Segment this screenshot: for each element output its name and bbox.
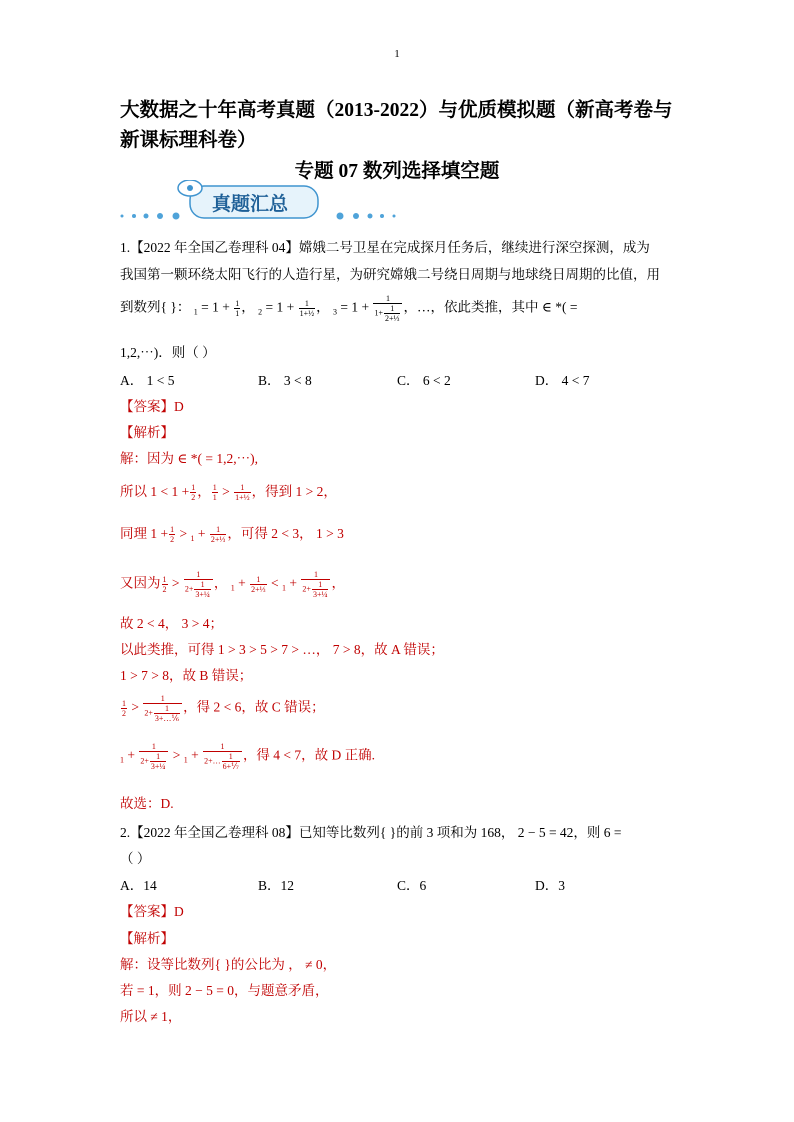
q1-solution-1: 解：因为 ∈ *( = 1,2,⋯), <box>120 451 258 466</box>
q2-line2: （ ） <box>120 851 151 866</box>
q1-solution-6: 以此类推，可得 1 > 3 > 5 > 7 > …， 7 > 8，故 A 错误； <box>120 642 444 657</box>
q1-solution-3: 同理 1 + $\frac{1}{2}$ > $_1$ + $\frac{1}{\text{2+⅓}}$ ，可得 2 < 3， 1 > 3 <box>120 525 344 545</box>
q1-option-c: C． 6 < 2 <box>397 373 451 388</box>
section-banner <box>118 180 418 224</box>
q1-analysis-label: 【解析】 <box>120 425 174 440</box>
q2-option-c: C．6 <box>397 878 427 893</box>
q1-option-b: B． 3 < 8 <box>258 373 312 388</box>
q1-option-a: A． 1 < 5 <box>120 373 175 388</box>
q1-solution-9: $_1$ + 1 2+ $\frac{1}{\text{3+¼}}$ > $_1$ + 1 2+… $\frac{1}{\text{6+⅐}}$ ，得 4 < 7，故 D 正确. <box>120 742 376 771</box>
q2-analysis-label: 【解析】 <box>120 931 174 946</box>
q1-solution-2: 所以 1 < 1 + $\frac{1}{2}$ ， $\frac{1}{1}$ > $\frac{1}{\text{1+½}}$ ，得到 1 > 2， <box>120 483 337 503</box>
q1-answer: 【答案】D <box>120 399 184 414</box>
q1-line2: 我国第一颗环绕太阳飞行的人造行星，为研究嫦娥二号绕日周期与地球绕日周期的比值，用 <box>120 267 660 282</box>
q2-solution-2: 若 = 1，则 2 − 5 = 0，与题意矛盾， <box>120 983 329 998</box>
q1-solution-10: 故选：D. <box>120 796 174 811</box>
q2-option-a: A．14 <box>120 878 157 893</box>
page-number: 1 <box>394 48 400 60</box>
q2-solution-3: 所以 ≠ 1， <box>120 1009 182 1024</box>
q1-solution-5: 故 2 < 4， 3 > 4； <box>120 616 223 631</box>
q1-option-d: D． 4 < 7 <box>535 373 590 388</box>
q1-solution-4: 又因为 $\frac{1}{2}$ > 1 2+ $\frac{1}{\text{3+¼}}$ ， $_1$ + $\frac{1}{\text{2+⅓}}$ < $_1$ + 1 2+ $\frac{1}{\text{3+¼}}$ ， <box>120 570 345 599</box>
q1-solution-7: 1 > 7 > 8，故 B 错误； <box>120 668 253 683</box>
q1-line3: 到数列{ }： $_1$ = 1 + $\frac{1}{1}$ ， $_2$ = 1 + $\frac{1}{\text{1+½}}$ ， $_3$ = 1 + 1 1+ $\frac{1}{\text{2+⅓}}$ ，…，依此类推，其中 ∈ *( = <box>120 294 578 323</box>
document-title: 大数据之十年高考真题（2013-2022）与优质模拟题（新高考卷与新课标理科卷） <box>120 100 673 151</box>
q2-line1: 2.【2022 年全国乙卷理科 08】已知等比数列{ }的前 3 项和为 168， 2 − 5 = 42，则 6 = <box>120 825 622 840</box>
q2-option-b: B．12 <box>258 878 295 893</box>
banner-label: 真题汇总 <box>211 194 289 215</box>
q1-solution-8: $\frac{1}{2}$ > 1 2+ $\frac{1}{\text{3+…⅙}}$ ，得 2 < 6，故 C 错误； <box>122 694 325 723</box>
q2-answer: 【答案】D <box>120 904 184 919</box>
q2-option-d: D．3 <box>535 878 565 893</box>
document-subtitle: 专题 07 数列选择填空题 <box>294 161 500 182</box>
q2-solution-1: 解：设等比数列{ }的公比为 ， ≠ 0， <box>120 957 337 972</box>
q1-line4: 1,2,⋯)．则（ ） <box>120 345 216 360</box>
q1-line1: 1.【2022 年全国乙卷理科 04】嫦娥二号卫星在完成探月任务后，继续进行深空探测，成为 <box>120 240 650 255</box>
